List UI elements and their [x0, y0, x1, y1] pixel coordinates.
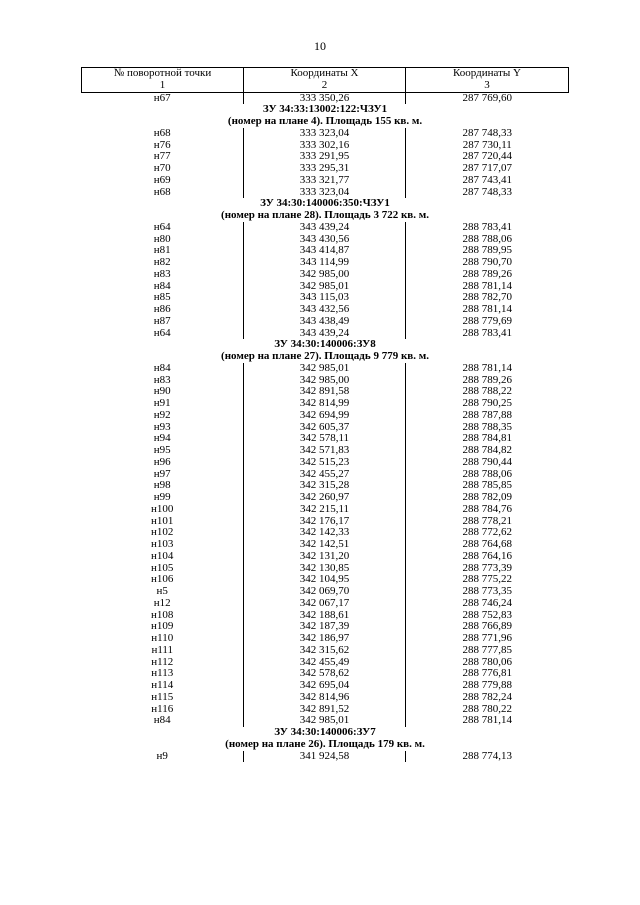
table-row	[82, 445, 569, 457]
coordinate-y: 288 788,22	[462, 385, 512, 398]
table-row	[82, 457, 569, 469]
point-number: н83	[82, 269, 244, 281]
coordinate-x: 333 321,77	[244, 175, 406, 187]
coordinate-y: 288 782,70	[462, 291, 512, 304]
coordinate-x: 333 350,26	[244, 92, 406, 104]
header-coordinate-y: Координаты Y	[406, 68, 569, 80]
table-row	[82, 304, 569, 316]
coordinate-x: 342 315,28	[244, 480, 406, 492]
point-number: н92	[82, 410, 244, 422]
point-number: н83	[82, 375, 244, 387]
coordinate-y: 288 783,41	[462, 326, 512, 339]
coordinate-y: 288 746,24	[462, 596, 512, 609]
coordinate-y: 288 778,21	[462, 514, 512, 527]
table-row	[82, 269, 569, 281]
coordinate-x: 333 291,95	[244, 151, 406, 163]
coordinate-y: 287 748,33	[462, 126, 512, 139]
table-row	[82, 410, 569, 422]
point-number: н111	[82, 645, 244, 657]
coordinate-y: 288 790,44	[462, 455, 512, 468]
coordinate-y: 288 779,88	[462, 679, 512, 691]
point-number: н9	[82, 751, 244, 763]
point-number: н113	[82, 668, 244, 680]
coordinate-y: 287 743,41	[462, 173, 512, 186]
coordinate-y: 288 766,89	[462, 620, 512, 633]
point-number: н12	[82, 598, 244, 610]
coordinate-y: 287 748,33	[462, 185, 512, 198]
coordinate-x: 342 215,11	[244, 504, 406, 516]
coordinate-x: 342 188,61	[244, 610, 406, 622]
point-number: н101	[82, 516, 244, 528]
point-number: н90	[82, 386, 244, 398]
coordinate-y: 288 772,62	[462, 526, 512, 539]
point-number: н67	[82, 92, 244, 104]
coordinate-x: 342 067,17	[244, 598, 406, 610]
point-number: н84	[82, 363, 244, 375]
point-number: н109	[82, 621, 244, 633]
coordinate-y: 288 788,35	[462, 420, 512, 433]
parcel-heading: ЗУ 34:30:140006:350:ЧЗУ1	[260, 197, 390, 210]
coordinate-y: 288 781,14	[462, 279, 512, 292]
point-number: н76	[82, 140, 244, 152]
coordinate-x: 333 323,04	[244, 128, 406, 140]
coordinate-y: 288 777,85	[462, 643, 512, 656]
coordinate-y: 287 720,44	[462, 150, 512, 163]
coordinate-y: 288 781,14	[462, 361, 512, 374]
coordinate-x: 342 142,33	[244, 527, 406, 539]
coordinate-y: 288 788,06	[462, 232, 512, 245]
coordinate-x: 342 260,97	[244, 492, 406, 504]
coordinate-y: 288 781,14	[462, 714, 512, 727]
table-row	[82, 257, 569, 269]
parcel-heading: (номер на плане 27). Площадь 9 779 кв. м.	[221, 350, 429, 362]
coordinate-y: 288 752,83	[462, 608, 512, 621]
coordinate-x: 343 114,99	[244, 257, 406, 269]
coordinate-y: 288 783,41	[462, 220, 512, 233]
point-number: н80	[82, 234, 244, 246]
coordinate-x: 342 605,37	[244, 422, 406, 434]
point-number: н97	[82, 469, 244, 481]
table-row	[82, 504, 569, 516]
header-point-number: № поворотной точки	[82, 68, 244, 80]
table-body	[82, 92, 569, 762]
parcel-heading: (номер на плане 26). Площадь 179 кв. м.	[225, 737, 425, 750]
coordinate-y: 288 788,06	[462, 467, 512, 480]
coordinate-y: 288 780,22	[462, 702, 512, 715]
header-column-number-3: 3	[406, 80, 569, 92]
coordinate-x: 342 985,00	[244, 269, 406, 281]
point-number: н81	[82, 245, 244, 257]
coordinate-x: 342 891,58	[244, 386, 406, 398]
point-number: н110	[82, 633, 244, 645]
point-number: н115	[82, 692, 244, 704]
table-row	[82, 645, 569, 657]
point-number: н114	[82, 680, 244, 692]
coordinate-y: 288 790,25	[462, 397, 512, 409]
table-row	[82, 128, 569, 140]
table-row	[82, 316, 569, 328]
coordinate-y: 288 784,81	[462, 432, 512, 445]
table-row	[82, 163, 569, 175]
coordinate-y: 288 789,95	[462, 244, 512, 257]
table-row	[82, 586, 569, 598]
page-number: 10	[314, 39, 326, 53]
coordinate-x: 343 432,56	[244, 304, 406, 316]
coordinate-x: 333 295,31	[244, 163, 406, 175]
point-number: н84	[82, 281, 244, 293]
parcel-heading-row	[82, 739, 569, 751]
point-number: н91	[82, 398, 244, 410]
table-header	[82, 68, 569, 93]
point-number: н84	[82, 715, 244, 727]
table-row	[82, 175, 569, 187]
coordinate-x: 342 176,17	[244, 516, 406, 528]
parcel-heading-row	[82, 351, 569, 363]
coordinate-x: 342 186,97	[244, 633, 406, 645]
coordinate-y: 288 789,26	[462, 267, 512, 280]
point-number: н112	[82, 657, 244, 669]
coordinate-y: 287 769,60	[462, 91, 512, 104]
coordinate-y: 287 717,07	[462, 162, 512, 174]
coordinate-x: 342 814,99	[244, 398, 406, 410]
coordinate-x: 342 578,62	[244, 668, 406, 680]
parcel-heading: ЗУ 34:30:140006:ЗУ7	[274, 726, 376, 738]
point-number: н95	[82, 445, 244, 457]
coordinate-y: 288 776,81	[462, 667, 512, 680]
coordinate-y: 288 781,14	[462, 303, 512, 315]
coordinate-y: 288 782,24	[462, 690, 512, 703]
coordinate-x: 342 142,51	[244, 539, 406, 551]
point-number: н104	[82, 551, 244, 563]
coordinate-x: 342 814,96	[244, 692, 406, 704]
coordinate-y: 288 790,70	[462, 256, 512, 268]
point-number: н108	[82, 610, 244, 622]
coordinate-x: 342 985,01	[244, 715, 406, 727]
table-row	[82, 539, 569, 551]
point-number: н69	[82, 175, 244, 187]
table-row	[82, 363, 569, 375]
table-row	[82, 633, 569, 645]
parcel-heading-row	[82, 210, 569, 222]
coordinate-x: 342 985,00	[244, 375, 406, 387]
coordinate-y: 288 785,85	[462, 479, 512, 492]
parcel-heading: ЗУ 34:33:13002:122:ЧЗУ1	[262, 103, 388, 116]
coordinate-x: 342 694,99	[244, 410, 406, 422]
header-column-number-2: 2	[244, 80, 406, 92]
coordinate-y: 288 782,09	[462, 491, 512, 503]
point-number: н102	[82, 527, 244, 539]
header-column-number-1: 1	[82, 80, 244, 92]
coordinate-x: 343 439,24	[244, 328, 406, 340]
coordinate-x: 342 695,04	[244, 680, 406, 692]
table-row	[82, 492, 569, 504]
coordinate-x: 342 069,70	[244, 586, 406, 598]
coordinate-x: 342 985,01	[244, 281, 406, 293]
point-number: н93	[82, 422, 244, 434]
coordinate-y: 287 730,11	[462, 138, 512, 151]
point-number: н68	[82, 187, 244, 199]
point-number: н105	[82, 563, 244, 575]
parcel-heading: (номер на плане 28). Площадь 3 722 кв. м.	[221, 209, 429, 221]
coordinate-y: 288 774,13	[462, 749, 512, 762]
coordinate-x: 342 985,01	[244, 363, 406, 375]
coordinate-x: 342 571,83	[244, 445, 406, 457]
point-number: н94	[82, 433, 244, 445]
point-number: н70	[82, 163, 244, 175]
coordinate-x: 343 438,49	[244, 316, 406, 328]
coordinate-x: 342 130,85	[244, 563, 406, 575]
point-number: н96	[82, 457, 244, 469]
coordinate-y: 288 771,96	[462, 632, 512, 644]
coordinate-y: 288 764,68	[462, 538, 512, 550]
coordinate-x: 343 430,56	[244, 234, 406, 246]
point-number: н85	[82, 292, 244, 304]
point-number: н64	[82, 222, 244, 234]
coordinate-y: 288 780,06	[462, 655, 512, 668]
table-row	[82, 398, 569, 410]
coordinate-y: 288 784,76	[462, 502, 512, 515]
parcel-heading: ЗУ 34:30:140006:ЗУ8	[274, 338, 376, 351]
table-row	[82, 680, 569, 692]
table-row	[82, 751, 569, 763]
coordinate-x: 341 924,58	[244, 751, 406, 763]
coordinate-y: 288 773,39	[462, 561, 512, 574]
header-coordinate-x: Координаты X	[244, 68, 406, 80]
point-number: н100	[82, 504, 244, 516]
coordinate-x: 343 414,87	[244, 245, 406, 257]
table-row	[82, 692, 569, 704]
point-number: н64	[82, 328, 244, 340]
coordinate-x: 342 455,49	[244, 657, 406, 669]
point-number: н106	[82, 574, 244, 586]
coordinate-y: 288 787,88	[462, 408, 512, 421]
point-number: н116	[82, 704, 244, 716]
point-number: н77	[82, 151, 244, 163]
coordinate-y: 288 784,82	[462, 444, 512, 456]
coordinate-x: 343 439,24	[244, 222, 406, 234]
coordinate-x: 333 302,16	[244, 140, 406, 152]
parcel-heading: (номер на плане 4). Площадь 155 кв. м.	[227, 115, 423, 127]
coordinate-x: 342 131,20	[244, 551, 406, 563]
coordinate-x: 342 315,62	[244, 645, 406, 657]
parcel-heading-row	[82, 727, 569, 739]
coordinate-y: 288 773,35	[462, 585, 512, 597]
table-row	[82, 551, 569, 563]
coordinate-y: 288 775,22	[462, 573, 512, 586]
coordinate-x: 333 323,04	[244, 187, 406, 199]
point-number: н68	[82, 128, 244, 140]
coordinate-x: 342 455,27	[244, 469, 406, 481]
coordinate-x: 342 578,11	[244, 433, 406, 445]
point-number: н5	[82, 586, 244, 598]
coordinate-x: 342 187,39	[244, 621, 406, 633]
coordinate-y: 288 779,69	[462, 314, 512, 327]
coordinate-y: 288 764,16	[462, 549, 512, 562]
point-number: н86	[82, 304, 244, 316]
coordinate-x: 342 515,23	[244, 457, 406, 469]
point-number: н103	[82, 539, 244, 551]
point-number: н99	[82, 492, 244, 504]
coordinate-x: 343 115,03	[244, 292, 406, 304]
point-number: н98	[82, 480, 244, 492]
coordinate-x: 342 891,52	[244, 704, 406, 716]
parcel-heading-row	[82, 116, 569, 128]
table-row	[82, 598, 569, 610]
coordinates-table	[81, 67, 569, 762]
coordinate-y: 288 789,26	[462, 373, 512, 386]
point-number: н87	[82, 316, 244, 328]
coordinate-x: 342 104,95	[244, 574, 406, 586]
point-number: н82	[82, 257, 244, 269]
table-row	[82, 222, 569, 234]
